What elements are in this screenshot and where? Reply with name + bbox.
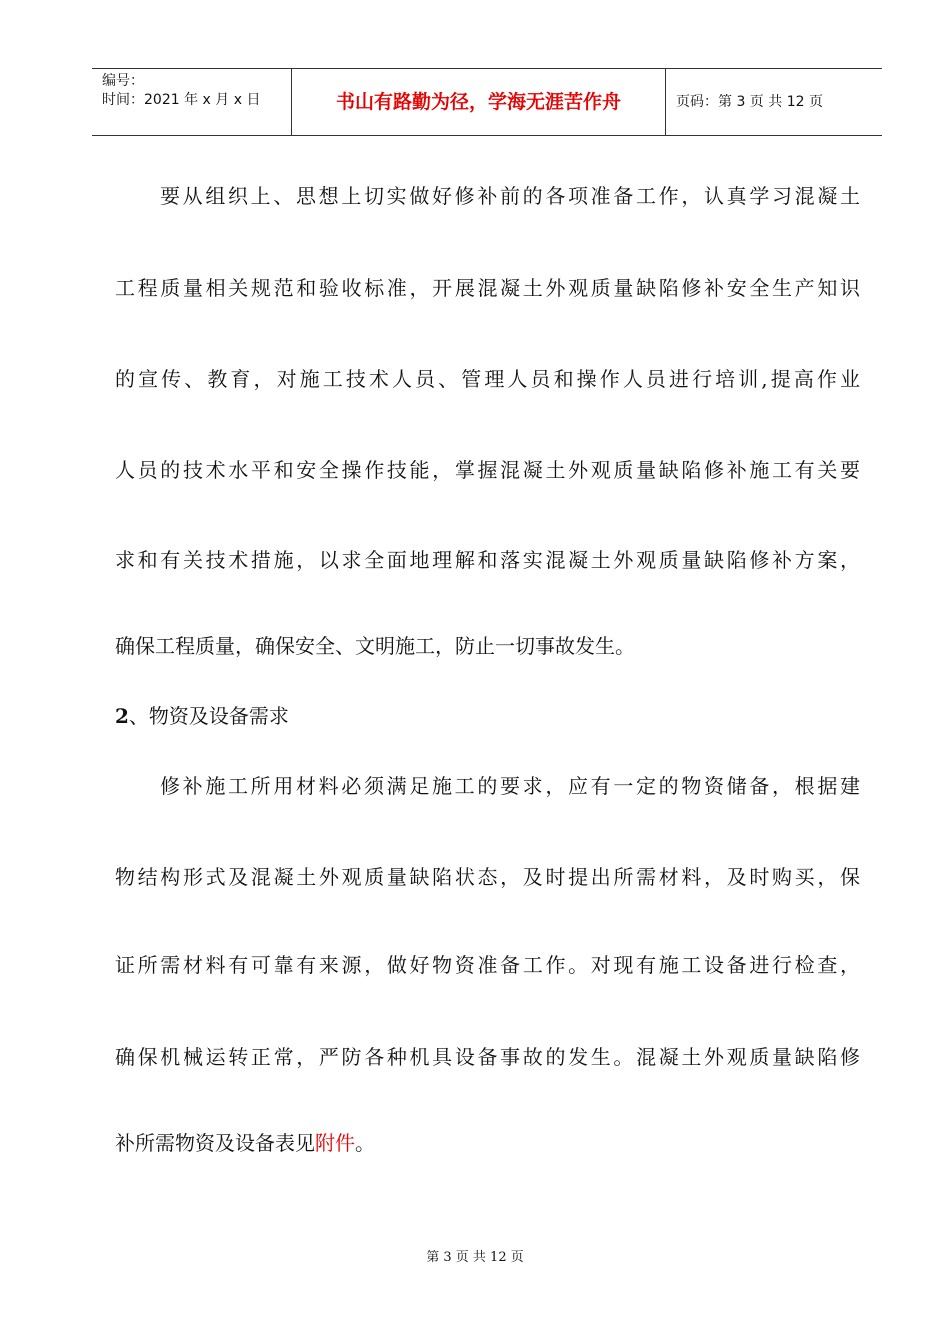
paragraph-line: 证所需材料有可靠有来源，做好物资准备工作。对现有施工设备进行检查， [115, 953, 860, 977]
paragraph-line: 人员的技术水平和安全操作技能，掌握混凝土外观质量缺陷修补施工有关要 [115, 458, 860, 482]
page-footer: 第 3 页 共 12 页 [426, 1250, 524, 1265]
section-title: 、物资及设备需求 [128, 704, 289, 728]
header-meta [92, 69, 292, 135]
paragraph-line [115, 1127, 860, 1156]
section-number: 2 [115, 704, 129, 728]
paragraph-line: 的宣传、教育，对施工技术人员、管理人员和操作人员进行培训,提高作业 [115, 367, 860, 391]
page-header [92, 68, 882, 136]
header-motto: 书山有路勤为径，学海无涯苦作舟 [292, 69, 666, 135]
number-label: 编号： [102, 73, 144, 89]
attachment-link[interactable]: 附件 [315, 1131, 355, 1155]
header-page-info: 页码：第 3 页 共 12 页 [676, 94, 823, 110]
paragraph-line: 求和有关技术措施，以求全面地理解和落实混凝土外观质量缺陷修补方案， [115, 548, 860, 572]
time-label: 时间：2021 年 x 月 x 日 [102, 92, 261, 108]
last-line-end: 。 [355, 1131, 375, 1155]
paragraph-line: 修补施工所用材料必须满足施工的要求，应有一定的物资储备，根据建 [160, 774, 860, 798]
paragraph-line: 要从组织上、思想上切实做好修补前的各项准备工作，认真学习混凝土 [160, 184, 860, 208]
paragraph-line: 工程质量相关规范和验收标准，开展混凝土外观质量缺陷修补安全生产知识 [115, 276, 860, 300]
paragraph-line: 确保工程质量，确保安全、文明施工，防止一切事故发生。 [115, 634, 635, 658]
paragraph-line: 确保机械运转正常，严防各种机具设备事故的发生。混凝土外观质量缺陷修 [115, 1045, 860, 1069]
last-line-text: 补所需物资及设备表见 [115, 1131, 315, 1155]
section-heading [115, 700, 289, 729]
paragraph-line: 物结构形式及混凝土外观质量缺陷状态，及时提出所需材料，及时购买，保 [115, 865, 860, 889]
